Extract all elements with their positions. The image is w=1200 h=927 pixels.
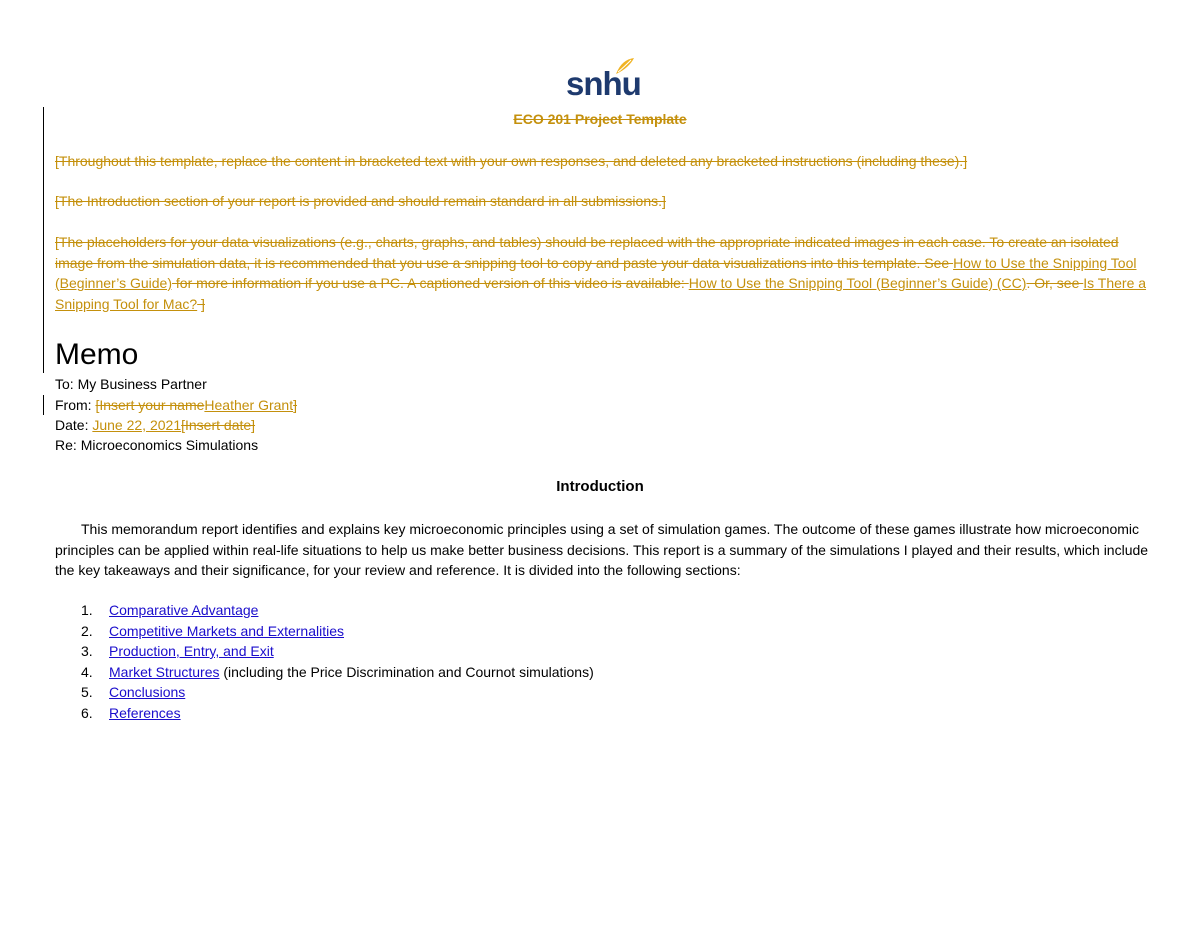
mac-snipping-link[interactable]: Is There a Snipping Tool for Mac? (55, 275, 1147, 312)
section-link[interactable]: Competitive Markets and Externalities (109, 622, 344, 639)
logo-wordmark: snhu (566, 65, 641, 102)
list-item (55, 600, 594, 621)
introduction-body: This memorandum report identifies and explains key microeconomic principles using a set of simulation games. The outcome of these games illustrate how microeconomic principles can be applied within real-life situations to help us make better business decisions. This report is a summary of the simulations I played and their results, which include the key takeaways and their significance, for your review and reference. It is divided into the following sections: (55, 521, 1149, 578)
date-deleted-placeholder: [Insert date] (181, 417, 256, 433)
instruction-paragraph-2: [The Introduction section of your report is provided and should remain standard in all submissions.] (55, 193, 666, 209)
snipping-tool-link[interactable]: How to Use the Snipping Tool (Beginner’s Guide) (55, 254, 1137, 291)
memo-from-line (55, 395, 297, 415)
list-item-text (109, 641, 274, 662)
list-number: 1. (81, 602, 93, 618)
to-value: My Business Partner (77, 376, 207, 392)
list-item (55, 621, 594, 642)
memo-to-line (55, 374, 207, 394)
from-inserted-name: Heather Grant (204, 397, 294, 413)
leaf-icon (614, 56, 636, 78)
section-link[interactable]: Production, Entry, and Exit (109, 643, 274, 659)
instruction-text: ] (197, 295, 205, 312)
sections-list (55, 600, 594, 723)
list-number: 6. (81, 704, 93, 721)
section-note: (including the Price Discrimination and Cournot simulations) (219, 663, 594, 680)
from-deleted-bracket: ] (293, 397, 297, 413)
instruction-text: [The placeholders for your data visualizations (e.g., charts, graphs, and tables) should be replaced with the appropriate indicated images in each case. To create an isolated image from the simulation data, it is recommended that you use a snipping tool to copy and paste your data visualizations into this template. See (55, 234, 1119, 271)
to-label: To: (55, 376, 74, 392)
list-number: 4. (81, 663, 93, 680)
date-label: Date: (55, 417, 89, 433)
section-link[interactable]: References (109, 704, 181, 721)
instruction-text: . Or, see (1026, 275, 1084, 291)
section-link[interactable]: Comparative Advantage (109, 602, 259, 618)
re-value: Microeconomics Simulations (80, 437, 259, 453)
introduction-heading: Introduction (556, 478, 644, 495)
template-title: ECO 201 Project Template (513, 111, 687, 127)
list-item (55, 641, 594, 662)
memo-heading: Memo (55, 338, 139, 371)
list-number: 3. (81, 643, 93, 659)
list-number: 5. (81, 684, 93, 700)
list-item-text (109, 682, 185, 703)
list-item (55, 703, 594, 724)
snhu-logo (562, 56, 641, 104)
from-label: From: (55, 397, 92, 413)
instruction-paragraph-3 (55, 232, 1150, 314)
list-item-text (109, 662, 594, 683)
list-item-text (109, 621, 344, 642)
list-item-text (109, 703, 181, 724)
date-inserted: June 22, 2021 (92, 417, 182, 433)
instruction-paragraph-1: [Throughout this template, replace the content in bracketed text with your own responses, and deleted any bracketed instructions (including these).] (55, 153, 968, 169)
list-item-text (109, 600, 258, 621)
list-item (55, 662, 594, 683)
instruction-text: for more information if you use a PC. A captioned version of this video is available: (172, 275, 689, 291)
section-link[interactable]: Market Structures (109, 663, 220, 680)
change-bar (43, 395, 44, 415)
snipping-tool-cc-link[interactable]: How to Use the Snipping Tool (Beginner’s Guide) (CC) (688, 275, 1027, 291)
section-link[interactable]: Conclusions (109, 684, 186, 700)
from-deleted-placeholder: [Insert your name (95, 397, 205, 413)
memo-re-line (55, 435, 258, 455)
memo-date-line (55, 415, 255, 435)
change-bar (43, 107, 44, 373)
list-item (55, 682, 594, 703)
list-number: 2. (81, 622, 93, 639)
re-label: Re: (55, 437, 77, 453)
